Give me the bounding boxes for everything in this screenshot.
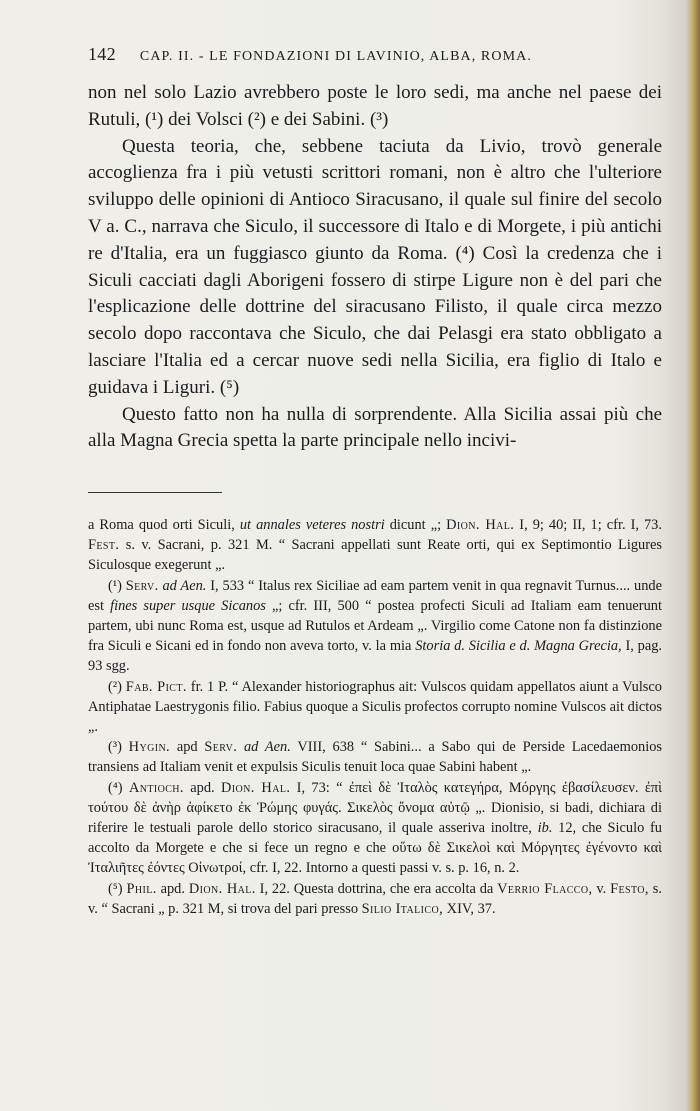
note-text: VIII, 638 “ Sabini... a Sabo qui de Perside Lacedaemonios transiens ad Italiam venit et expulsis Siculis tenuit loca quae Sabini habent „. [88, 739, 662, 776]
footnote-4 [88, 778, 662, 879]
note-author: Dion. Hal. [220, 779, 291, 796]
note-citation: ad Aen. [243, 739, 291, 756]
paragraph: Questa teoria, che, sebbene taciuta da Livio, trovò generale accoglienza fra i più vetusti scrittori romani, non è altro che l'ulteriore sviluppo delle opinioni di Antioco Siracusano, il quale sul finire del secolo V a. C., narrava che Siculo, il successore di Italo e di Morgete, i più antichi re d'Italia, era un fuggiasco giunto da Roma. (⁴) Così la credenza che i Siculi cacciati dagli Aborigeni fossero di stirpe Ligure non è del pari che l'esplicazione delle dottrine del siracusano Filisto, il quale circa mezzo secolo dopo raccontava che Siculo, che dai Pelasgi era stato obbligato a lasciare l'Italia ed a cercar nuove sedi nella Sicilia, era figlio di Italo e guidava i Liguri. (⁵) [88, 135, 662, 398]
note-citation: ut annales veteres nostri [239, 517, 385, 533]
main-text [88, 80, 662, 455]
paragraph-continuation: non nel solo Lazio avrebbero poste le loro sedi, ma anche nel paese dei Rutuli, (¹) dei Volsci (²) e dei Sabini. (³) [88, 82, 662, 130]
paragraph: Questo fatto non ha nulla di sorprendente. Alla Sicilia assai più che alla Magna Grecia spetta la parte principale nello incivi- [88, 403, 662, 452]
note-text: I, 22. Questa dottrina, che era accolta da [255, 880, 498, 897]
note-text: I, 9; 40; II, 1; cfr. I, 73. [514, 517, 662, 533]
note-marker: (²) [108, 678, 126, 695]
note-marker: (⁴) [108, 779, 129, 796]
note-author: Verrio Flacco, [497, 880, 593, 897]
note-text: v. [592, 880, 611, 897]
footnote-3 [88, 737, 662, 777]
note-author: Serv. [125, 577, 159, 594]
note-author: Dion. Hal. [188, 880, 256, 897]
note-text: fr. 1 P. “ Alexander historiographus ait: Vulscos quidam appellatos aiunt a Vulsco Antiphatae Laestrygonis filio. Fabius quoque a Siculis profectos corrupto nomine Vulscos ait dictos „. [88, 678, 662, 736]
note-text: dicunt „; [384, 517, 447, 533]
page-header [88, 44, 668, 65]
note-text: a Roma quod orti Siculi, [88, 517, 240, 533]
note-author: Antioch. [128, 779, 184, 796]
note-author: Dion. Hal. [446, 517, 515, 533]
note-text: I, 533 “ Italus rex Siciliae ad eam partem venit in qua regnavit Turnus.... unde est [88, 577, 662, 614]
page-edge [686, 0, 700, 1111]
note-text: s. v. “ Sacrani „ p. 321 M, si trova del pari presso [88, 880, 662, 917]
note-text: „; cfr. III, 500 “ postea profecti Siculi ad Italiam eam tenuerunt partem, ubi nunc Roma est, usque ad Rutulos et Ardeam „. Virgilio come Catone non fa distinzione fra Siculi e Sicani ed in fondo non aveva torto, v. la mia [88, 597, 662, 655]
note-citation: ad Aen. [158, 577, 207, 594]
note-author: Fab. Pict. [125, 678, 187, 695]
footnote-1 [88, 576, 662, 677]
note-text: apd. [156, 880, 189, 897]
page-number: 142 [88, 44, 116, 64]
footnotes [88, 515, 662, 919]
note-citation: Storia d. Sicilia e d. Magna Grecia, [415, 638, 622, 655]
note-author: Serv. [204, 739, 238, 756]
note-marker: (¹) [108, 577, 126, 594]
note-author: Silio Italico, [361, 900, 444, 917]
note-citation: fines super usque Sicanos [110, 597, 266, 614]
note-text: I, pag. 93 sgg. [88, 638, 662, 675]
footnote-continuation [88, 515, 662, 576]
running-title: CAP. II. - LE FONDAZIONI DI LAVINIO, ALBA, ROMA. [139, 49, 532, 64]
footnote-2 [88, 677, 662, 738]
note-text: apd [170, 739, 205, 756]
footnote-5 [88, 879, 662, 919]
note-text: I, 73: “ ἐπεὶ δὲ Ἰταλὸς κατεγήρα, Μόργης ἐβασίλευσεν. ἐπὶ τούτου δὲ ἀνὴρ ἀφίκετο ἐκ Ῥώμης φυγάς. Σικελὸς ὄνομα αὐτῷ „. Dionisio, si badi, dichiara di riferire le testuali parole dello storico siracusano, il quale asseriva inoltre, [88, 779, 662, 837]
note-author: Festo, [610, 880, 649, 897]
note-marker: (⁵) [108, 880, 127, 897]
note-author: Hygin. [128, 739, 171, 756]
note-text: 12, che Siculo fu accolto da Morgete e che si fece un regno e che οὕτω δὲ Σικελοὶ καὶ Μόργητες ἐγένοντο καὶ Ἰταλιῆτες ἐόντες Οἰνωτροί, cfr. I, 22. Intorno a questi passi v. s. p. 16, n. 2. [88, 820, 662, 877]
note-text: s. v. Sacrani, p. 321 M. “ Sacrani appellati sunt Reate orti, qui ex Septimontio Ligures Siculosque exegerunt „. [88, 537, 662, 574]
note-author: Fest. [88, 537, 120, 554]
note-text: apd. [183, 779, 221, 796]
note-marker: (³) [108, 739, 129, 756]
note-author: Phil. [126, 880, 157, 897]
note-citation: ib. [537, 820, 553, 837]
note-text: XIV, 37. [443, 900, 496, 917]
footnote-separator [88, 492, 222, 493]
